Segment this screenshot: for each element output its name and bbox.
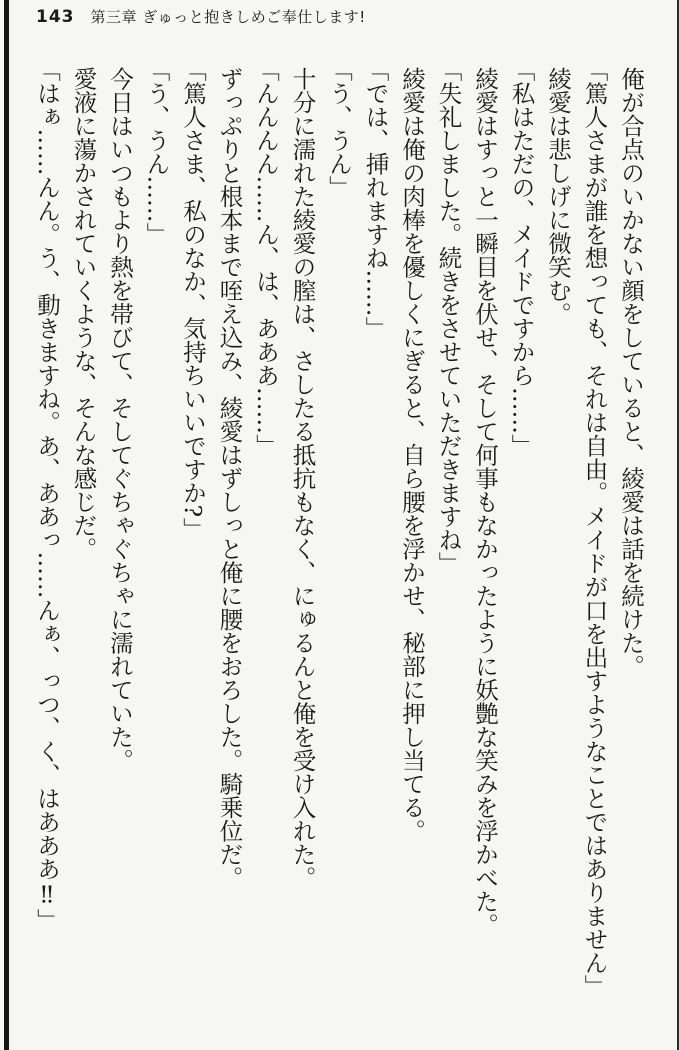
page-number: 143 (36, 7, 75, 27)
text-line: 「失礼しました。続きをさせていただきますね」 (434, 58, 463, 575)
text-line: 十分に濡れた綾愛の膣は、さしたる抵抗もなく、にゅるんと俺を受け入れた。 (288, 67, 317, 890)
vertical-text-block (29, 58, 650, 1038)
text-line: 「う、うん……」 (142, 58, 171, 246)
text-line: 「篤人さまが誰を想っても、それは自由。メイドが口を出すようなことではありません」 (580, 58, 609, 998)
text-line: 「はぁ……んん。う、動きますね。あ、ああっ……んぁ、っつ、く、はあああ‼」 (33, 58, 61, 932)
page-header (36, 6, 366, 27)
text-line: 「では、挿れますね……」 (361, 58, 390, 340)
text-line: 綾愛は悲しげに微笑む。 (544, 67, 572, 326)
text-line: 「篤人さま、私のなか、気持ちいいですか?」 (179, 58, 207, 541)
text-line: 「私はただの、メイドですから……」 (507, 58, 536, 458)
text-line: 綾愛はすっと一瞬目を伏せ、そして何事もなかったように妖艶な笑みを浮かべた。 (471, 67, 499, 937)
text-line: 「んんんん……ん、は、あああ……」 (252, 58, 280, 458)
text-line: 綾愛は俺の肉棒を優しくにぎると、自ら腰を浮かせ、秘部に押し当てる。 (398, 67, 426, 843)
text-line: ずっぷりと根本まで咥え込み、綾愛はずしっと俺に腰をおろした。騎乗位だ。 (215, 67, 244, 890)
text-line: 俺が合点のいかない顔をしていると、綾愛は話を続けた。 (617, 67, 645, 679)
page-left-border (4, 0, 9, 1050)
text-line: 「う、うん」 (325, 58, 353, 199)
chapter-title: 第三章 ぎゅっと抱きしめご奉仕します! (90, 8, 366, 26)
text-line: 今日はいつもより熱を帯びて、そしてぐちゃぐちゃに濡れていた。 (106, 67, 134, 773)
text-line: 愛液に蕩かされていくような、そんな感じだ。 (69, 67, 98, 561)
